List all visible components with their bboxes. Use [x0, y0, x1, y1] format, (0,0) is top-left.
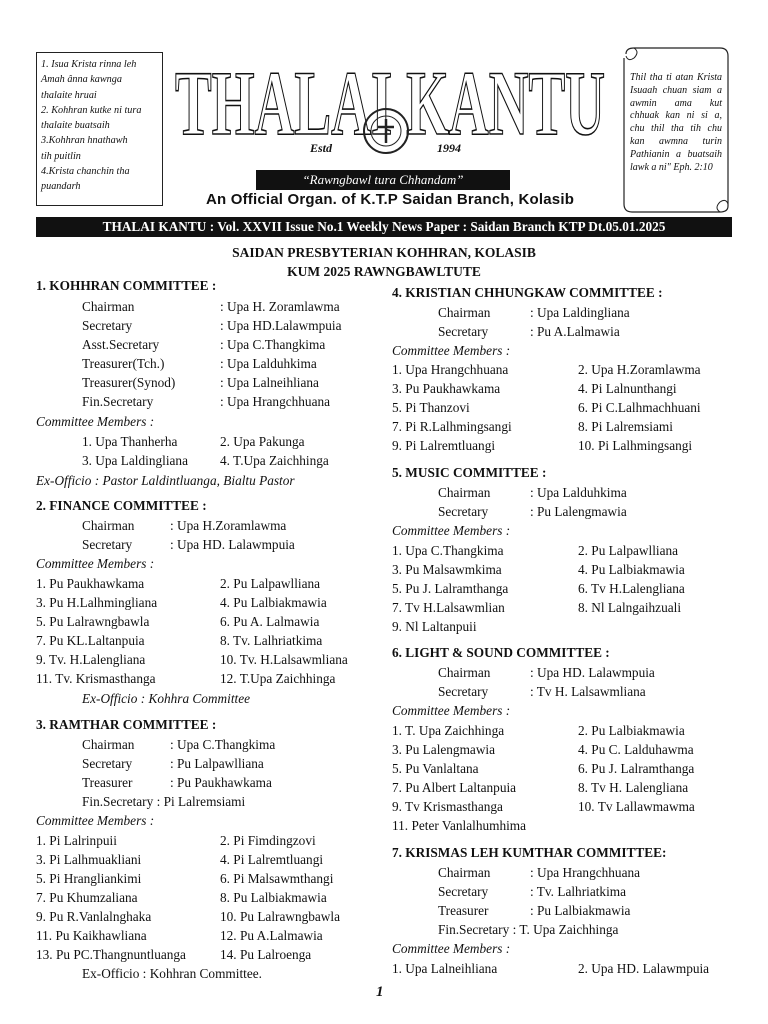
committee-entry: 6. Pi Malsawmthangi [220, 871, 334, 886]
committee-entry: : Upa HD. Lalawmpuia [170, 537, 295, 552]
committee-entry: 5. Pu J. Lalramthanga [392, 581, 509, 596]
committee-entry: 8. Tv H. Lalengliana [578, 780, 689, 795]
committee-entry: 2. Upa Pakunga [220, 434, 305, 449]
committee-entry: 10. Tv Lallawmawma [578, 799, 695, 814]
committee-entry: 1. Upa Hrangchhuana [392, 362, 509, 377]
committee-entry: 11. Peter Vanlalhumhima [392, 818, 527, 833]
committee-entry: 2. Pu Lalbiakmawia [578, 723, 685, 738]
committee-entry: 7. Pi R.Lalhmingsangi [392, 419, 512, 434]
committee-note: Committee Members : [36, 813, 155, 828]
committee-entry: 6. Tv H.Lalengliana [578, 581, 685, 596]
committee-entry: 2. Pi Fimdingzovi [220, 833, 316, 848]
objective-line: 3.Kohhran hnathawh [41, 135, 128, 147]
committee-entry: 1. Pu Paukhawkama [36, 576, 145, 591]
committee-entry: 12. T.Upa Zaichhinga [220, 671, 336, 686]
committee-entry: Secretary [438, 504, 489, 519]
objective-line: thalaite hruai [41, 89, 97, 101]
page-number: 1 [376, 984, 384, 1000]
committee-entry: 1. Upa C.Thangkima [392, 543, 504, 558]
committee-entry: 14. Pu Lalroenga [220, 947, 312, 962]
ktp-emblem-icon [361, 106, 411, 156]
committee-entry: : Upa HD. Lalawmpuia [530, 665, 655, 680]
committee-entry: 10. Tv. H.Lalsawmliana [220, 652, 348, 667]
heading-year: KUM 2025 RAWNGBAWLTUTE [287, 264, 481, 279]
committee-entry: : Upa Laldingliana [530, 305, 630, 320]
committee-entry: Chairman [438, 305, 491, 320]
committee-entry: 9. Nl Laltanpuii [392, 619, 477, 634]
committee-entry: Treasurer [438, 903, 489, 918]
committee-entry: 10. Pu Lalrawngbawla [220, 909, 341, 924]
committee-entry: 4. Pi Lalremtluangi [220, 852, 324, 867]
committee-entry: : Upa C.Thangkima [220, 337, 326, 352]
committee-entry: 3. Pu Malsawmkima [392, 562, 502, 577]
committee-entry: Ex-Officio : Kohhran Committee. [82, 966, 262, 981]
committee-entry: Secretary [438, 324, 489, 339]
committee-entry: : Pu Lalpawlliana [170, 756, 264, 771]
objective-line: 4.Krista chanchin tha [41, 166, 130, 178]
committee-entry: Secretary [438, 684, 489, 699]
heading-church: SAIDAN PRESBYTERIAN KOHHRAN, KOLASIB [232, 245, 536, 260]
committee-entry: 6. Pu A. Lalmawia [220, 614, 320, 629]
committee-entry: 5. Pi Thanzovi [392, 400, 470, 415]
committee-entry: 4. T.Upa Zaichhinga [220, 453, 329, 468]
committee-entry: 3. Pu Paukhawkama [392, 381, 501, 396]
committee-entry: Secretary [82, 318, 133, 333]
committee-entry: 4. Pu Lalbiakmawia [220, 595, 327, 610]
committee-note: Committee Members : [392, 703, 511, 718]
committee-entry: : Upa Lalneihliana [220, 375, 319, 390]
committee-entry: Secretary [82, 537, 133, 552]
committee-note: Committee Members : [392, 523, 511, 538]
committee-entry: Treasurer(Synod) [82, 375, 176, 390]
committee-entry: 8. Nl Lalngaihzuali [578, 600, 682, 615]
committee-entry: 3. Pi Lalhmuakliani [36, 852, 142, 867]
committee-entry: : Tv. Lalhriatkima [530, 884, 627, 899]
committee-entry: Secretary [82, 756, 133, 771]
committee-heading: 1. KOHHRAN COMMITTEE : [36, 278, 217, 293]
scripture-text: Thil tha ti atan Krista Isuaah chuan siam a awmin ama kut chhuak kan ni si a, chu thil tha tih chu kan awmna turin Pathianin a buatsaih lawk a ni" Eph. 2:10 [630, 72, 722, 173]
committee-entry: 2. Pu Lalpawlliana [578, 543, 679, 558]
objective-line: thalaite buatsaih [41, 120, 110, 132]
objective-line: 2. Kohhran kutke ni tura [41, 104, 142, 116]
committee-entry: 7. Pu Albert Laltanpuia [392, 780, 517, 795]
committee-entry: 11. Tv. Krismasthanga [36, 671, 156, 686]
committee-entry: 12. Pu A.Lalmawia [220, 928, 323, 943]
committee-entry: : Upa Lalduhkima [220, 356, 317, 371]
committee-entry: : Upa H. Zoramlawma [220, 299, 340, 314]
committee-entry: : Upa Lalduhkima [530, 485, 627, 500]
committee-entry: : Upa C.Thangkima [170, 737, 276, 752]
committee-note: Committee Members : [36, 414, 155, 429]
committee-entry: Chairman [82, 299, 135, 314]
committee-entry: Chairman [438, 485, 491, 500]
committee-entry: 1. Pi Lalrinpuii [36, 833, 117, 848]
title-text: THALAI KANTU [175, 52, 605, 146]
committee-entry: Chairman [438, 865, 491, 880]
committee-entry: Fin.Secretary [82, 394, 154, 409]
objective-line: 1. Isua Krista rinna leh [41, 59, 137, 70]
issue-banner: THALAI KANTU : Vol. XXVII Issue No.1 Weekly News Paper : Saidan Branch KTP Dt.05.01.2025 [36, 217, 732, 237]
committee-entry: : Upa Hrangchhuana [220, 394, 331, 409]
committee-entry: 5. Pi Hrangliankimi [36, 871, 142, 886]
committee-entry: 9. Pu R.Vanlalnghaka [36, 909, 152, 924]
committee-entry: Asst.Secretary [82, 337, 160, 352]
committee-entry: 2. Pu Lalpawlliana [220, 576, 321, 591]
committee-entry: 9. Pi Lalremtluangi [392, 438, 496, 453]
committee-entry: : Tv H. Lalsawmliana [530, 684, 646, 699]
committee-entry: Treasurer(Tch.) [82, 356, 165, 371]
committee-entry: 7. Tv H.Lalsawmlian [392, 600, 505, 615]
committee-entry: 1. Upa Lalneihliana [392, 961, 498, 976]
committee-entry: 6. Pi C.Lalhmachhuani [578, 400, 701, 415]
committee-heading: 2. FINANCE COMMITTEE : [36, 498, 207, 513]
committee-entry: Treasurer [82, 775, 133, 790]
committee-entry: 3. Upa Laldingliana [82, 453, 188, 468]
committee-entry: 5. Pu Vanlaltana [392, 761, 479, 776]
committee-entry: 11. Pu Kaikhawliana [36, 928, 147, 943]
committee-entry: 7. Pu KL.Laltanpuia [36, 633, 145, 648]
objective-line: Amah ânna kawnga [41, 74, 122, 86]
committee-entry: Fin.Secretary : T. Upa Zaichhinga [438, 922, 619, 937]
objectives-box [36, 52, 163, 206]
committee-heading: 4. KRISTIAN CHHUNGKAW COMMITTEE : [392, 285, 663, 300]
committee-entry: Secretary [438, 884, 489, 899]
committee-entry: : Pu A.Lalmawia [530, 324, 620, 339]
motto: “Rawngbawl tura Chhandam” [256, 170, 510, 190]
committee-entry: 13. Pu PC.Thangnuntluanga [36, 947, 186, 962]
committee-entry: : Upa HD.Lalawmpuia [220, 318, 342, 333]
organ-subtitle: An Official Organ. of K.T.P Saidan Branch, Kolasib [205, 191, 575, 208]
committee-entry: 1. T. Upa Zaichhinga [392, 723, 505, 738]
founding-year: 1994 [437, 141, 461, 155]
scripture-scroll [620, 46, 732, 214]
committee-entry: 8. Pi Lalremsiami [578, 419, 673, 434]
committee-entry: 4. Pi Lalnunthangi [578, 381, 677, 396]
committee-entry: 3. Pu Lalengmawia [392, 742, 496, 757]
committee-entry: : Upa H.Zoramlawma [170, 518, 287, 533]
committee-entry: 8. Pu Lalbiakmawia [220, 890, 327, 905]
committee-entry: 5. Pu Lalrawngbawla [36, 614, 150, 629]
committee-note: Ex-Officio : Pastor Laldintluanga, Bialtu Pastor [36, 473, 295, 488]
committee-entry: 10. Pi Lalhmingsangi [578, 438, 693, 453]
committee-entry: 4. Pu Lalbiakmawia [578, 562, 685, 577]
committee-entry: Fin.Secretary : Pi Lalremsiami [82, 794, 246, 809]
committee-note: Committee Members : [392, 343, 511, 358]
committee-entry: 6. Pu J. Lalramthanga [578, 761, 695, 776]
committee-entry: 4. Pu C. Lalduhawma [578, 742, 694, 757]
committee-entry: : Pu Paukhawkama [170, 775, 272, 790]
committee-entry: 3. Pu H.Lalhmingliana [36, 595, 158, 610]
committee-entry: 2. Upa H.Zoramlawma [578, 362, 701, 377]
committee-entry: 1. Upa Thanherha [82, 434, 178, 449]
committee-note: Committee Members : [392, 941, 511, 956]
committee-note: Ex-Officio : Kohhra Committee [82, 691, 251, 706]
committee-entry: 2. Upa HD. Lalawmpuia [578, 961, 710, 976]
committee-entry: Chairman [82, 737, 135, 752]
objective-line: tih puitlin [41, 150, 81, 162]
committee-heading: 3. RAMTHAR COMMITTEE : [36, 717, 217, 732]
committee-entry: 8. Tv. Lalhriatkima [220, 633, 323, 648]
estd-label: Estd [310, 141, 333, 155]
committee-entry: : Pu Lalbiakmawia [530, 903, 631, 918]
committee-entry: 9. Tv. H.Lalengliana [36, 652, 146, 667]
committee-heading: 5. MUSIC COMMITTEE : [392, 465, 547, 480]
committee-entry: Chairman [438, 665, 491, 680]
committee-entry: 7. Pu Khumzaliana [36, 890, 138, 905]
objective-line: puandarh [41, 181, 81, 193]
committee-entry: Chairman [82, 518, 135, 533]
committee-entry: 9. Tv Krismasthanga [392, 799, 503, 814]
committee-heading: 7. KRISMAS LEH KUMTHAR COMMITTEE: [392, 845, 667, 860]
committee-entry: : Pu Lalengmawia [530, 504, 627, 519]
committee-note: Committee Members : [36, 556, 155, 571]
committee-heading: 6. LIGHT & SOUND COMMITTEE : [392, 645, 610, 660]
committee-entry: : Upa Hrangchhuana [530, 865, 641, 880]
